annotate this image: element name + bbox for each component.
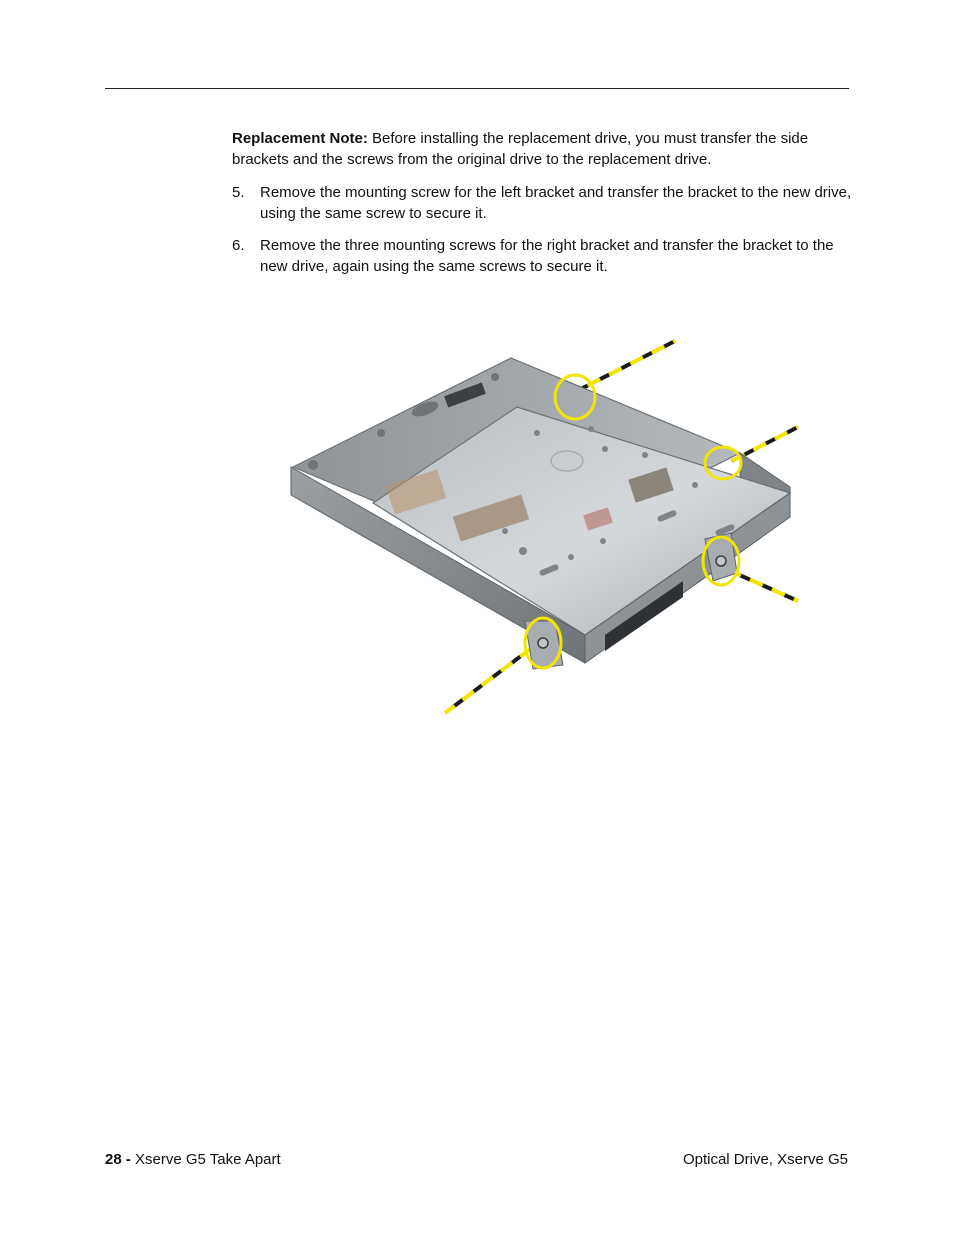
note-text: Before installing the replacement drive, you must transfer the side brackets and the screws from the original drive to the replacement drive. — [232, 130, 809, 168]
footer-section: Optical Drive, Xserve G5 — [682, 1151, 848, 1168]
footer-left — [105, 1150, 281, 1170]
header-rule — [105, 88, 849, 89]
step-number: 5. — [232, 184, 245, 201]
page-number: 28 - — [105, 1151, 131, 1168]
step-text: Remove the three mounting screws for the right bracket and transfer the bracket to the new drive, again using the same screws to secure it. — [260, 237, 834, 275]
step-number: 6. — [232, 237, 245, 254]
step-text: Remove the mounting screw for the left bracket and transfer the bracket to the new drive, using the same screw to secure it. — [260, 184, 852, 222]
optical-drive-figure — [285, 335, 805, 720]
optical-drive-illustration-icon — [285, 335, 805, 720]
step-6 — [232, 235, 852, 277]
note-label: Replacement Note: — [232, 130, 368, 147]
step-5 — [232, 182, 852, 224]
doc-title: Xserve G5 Take Apart — [135, 1151, 281, 1168]
replacement-note — [232, 128, 852, 170]
